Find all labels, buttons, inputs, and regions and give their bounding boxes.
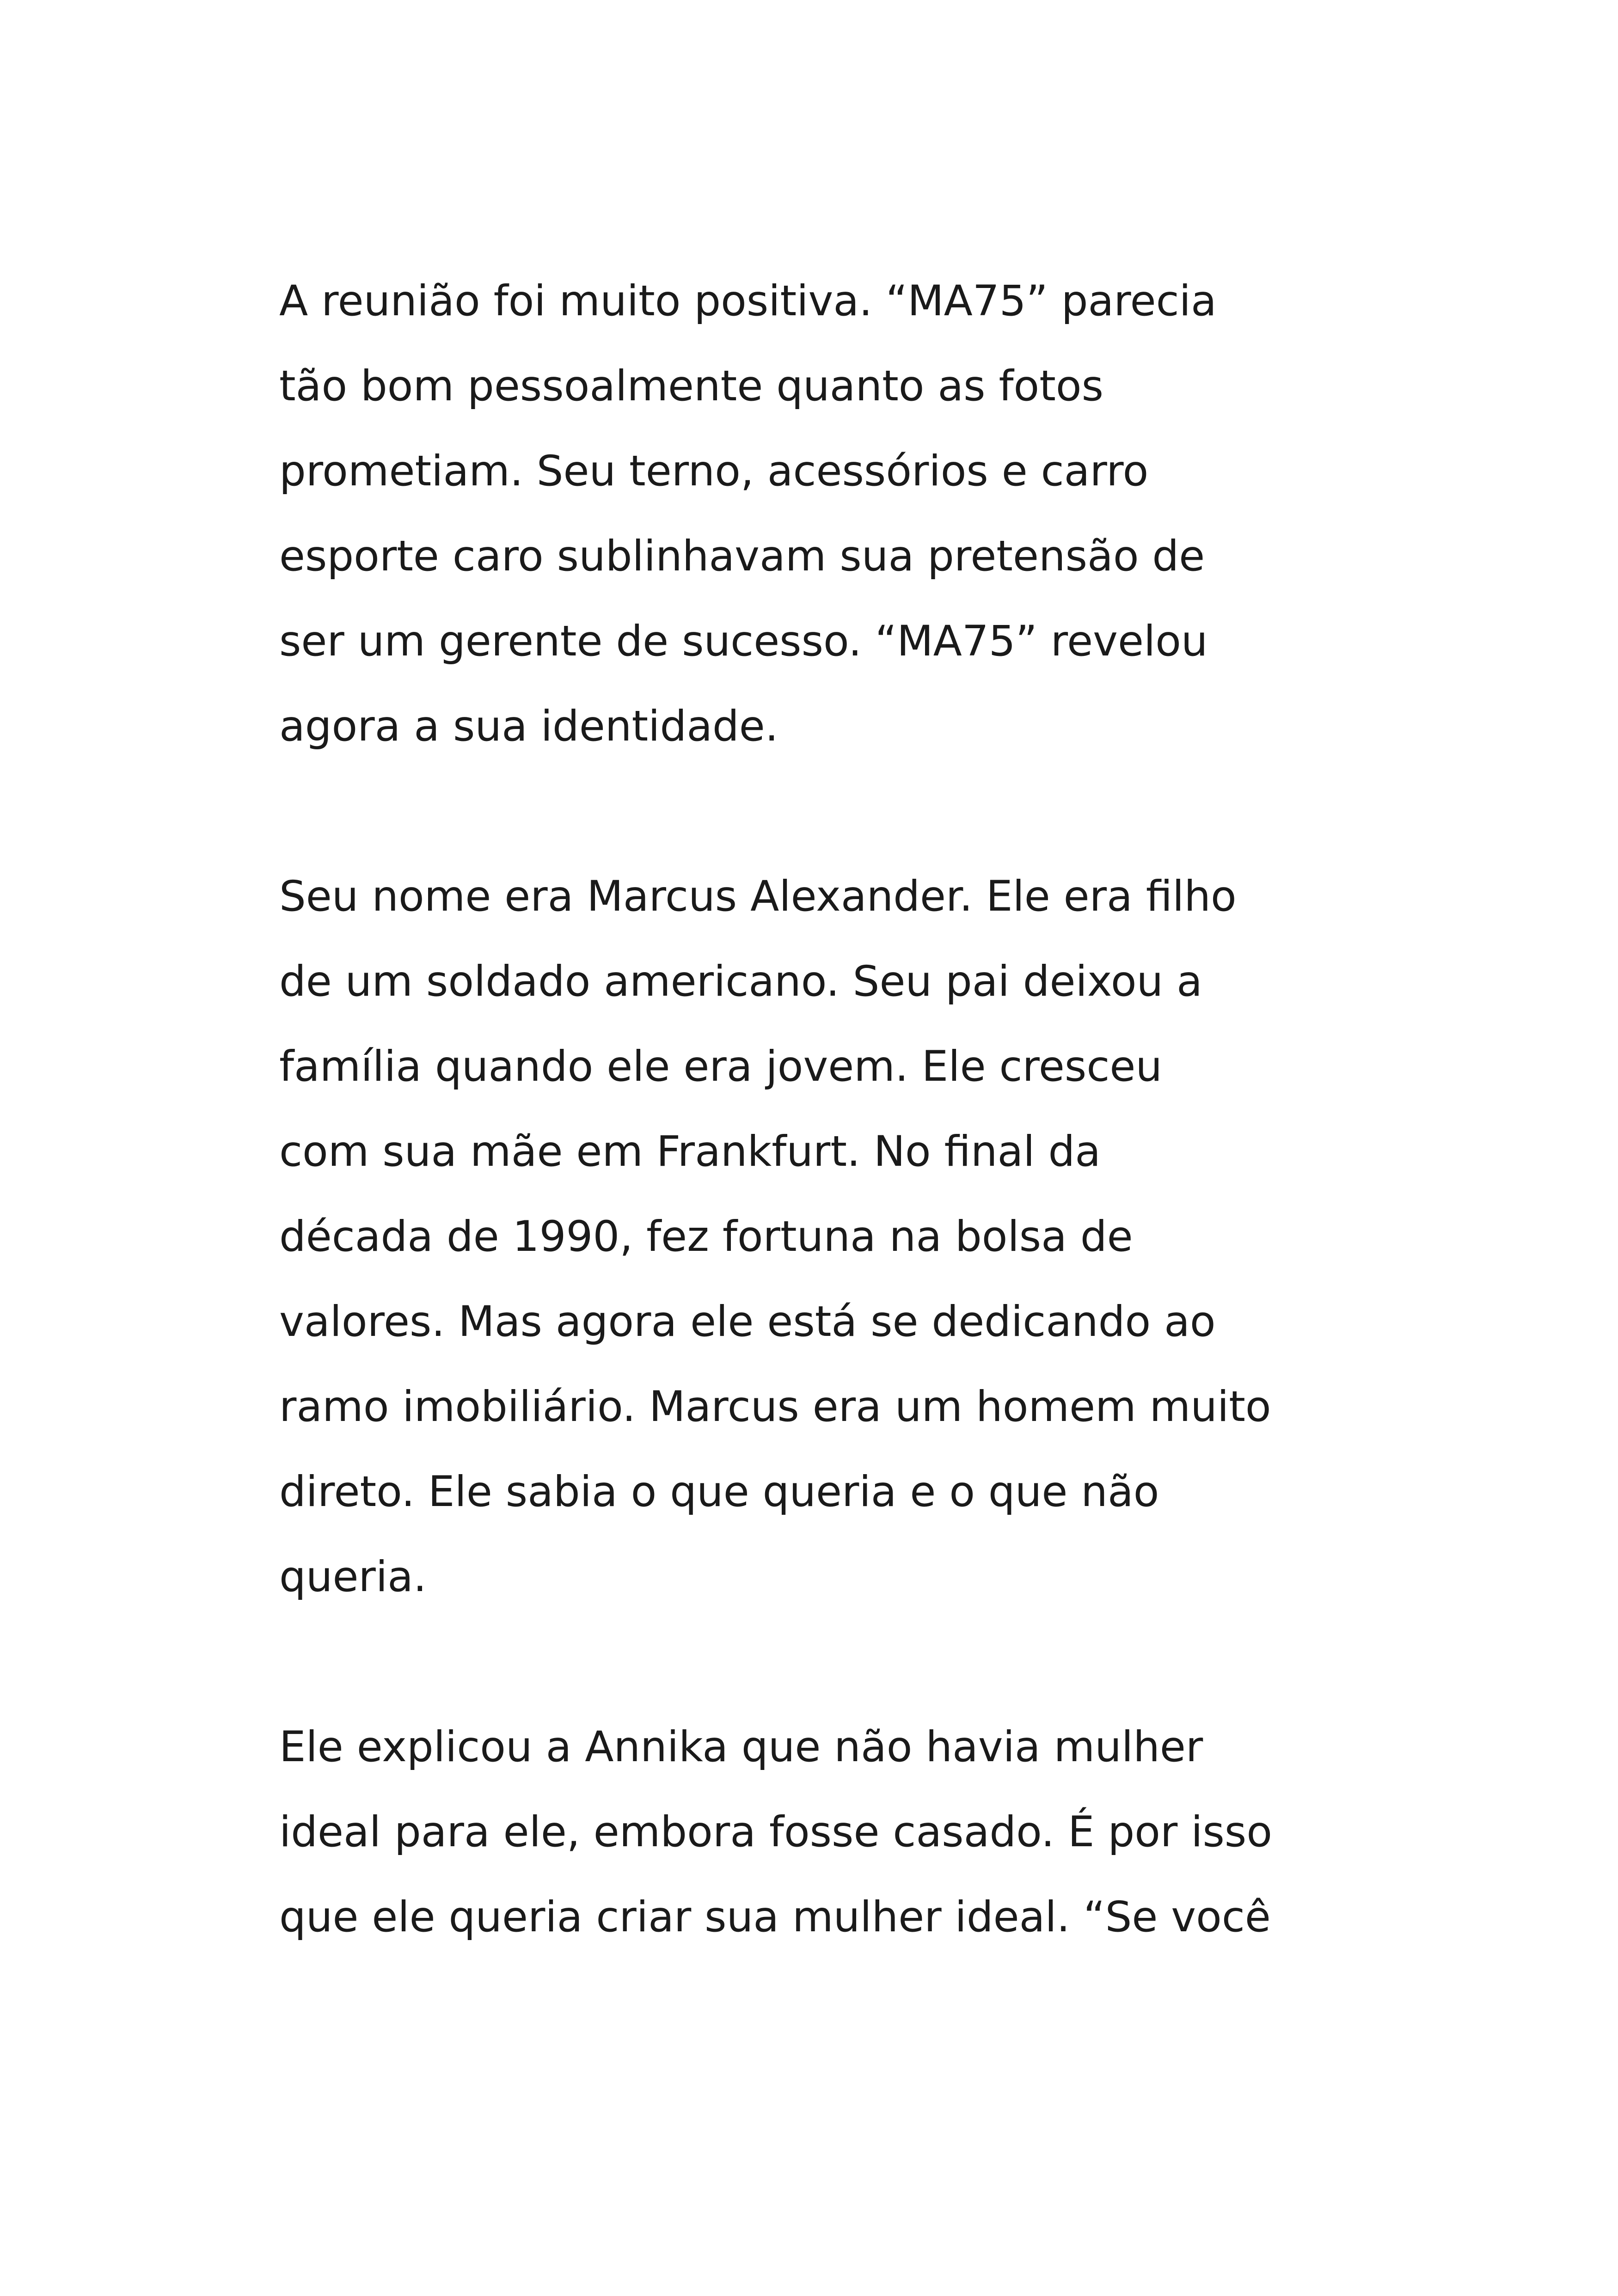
text-line: Seu nome era Marcus Alexander. Ele era filho [279,872,1237,921]
text-line: ramo imobiliário. Marcus era um homem muito [279,1383,1271,1431]
text-line: A reunião foi muito positiva. “MA75” parecia [279,277,1217,325]
text-line: queria. [279,1553,427,1601]
text-line: família quando ele era jovem. Ele cresceu [279,1042,1163,1091]
text-line: direto. Ele sabia o que queria e o que não [279,1468,1159,1516]
body-text [279,259,1379,1960]
paragraph-spacer [279,769,1379,854]
paragraph-2 [279,854,1379,1620]
text-line: Ele explicou a Annika que não havia mulher [279,1723,1203,1771]
text-line: de um soldado americano. Seu pai deixou a [279,957,1202,1006]
text-line: com sua mãe em Frankfurt. No final da [279,1127,1101,1176]
text-line: prometiam. Seu terno, acessórios e carro [279,447,1149,496]
text-line: esporte caro sublinhavam sua pretensão de [279,532,1205,581]
paragraph-3 [279,1705,1379,1960]
text-line: agora a sua identidade. [279,702,778,751]
text-line: ser um gerente de sucesso. “MA75” revelou [279,617,1208,666]
text-line: valores. Mas agora ele está se dedicando ao [279,1298,1216,1346]
text-line: década de 1990, fez fortuna na bolsa de [279,1212,1133,1261]
text-line: ideal para ele, embora fosse casado. É por isso [279,1808,1273,1856]
paragraph-1 [279,259,1379,769]
text-line: que ele queria criar sua mulher ideal. “Se você [279,1893,1271,1941]
paragraph-spacer [279,1620,1379,1705]
text-line: tão bom pessoalmente quanto as fotos [279,362,1103,410]
